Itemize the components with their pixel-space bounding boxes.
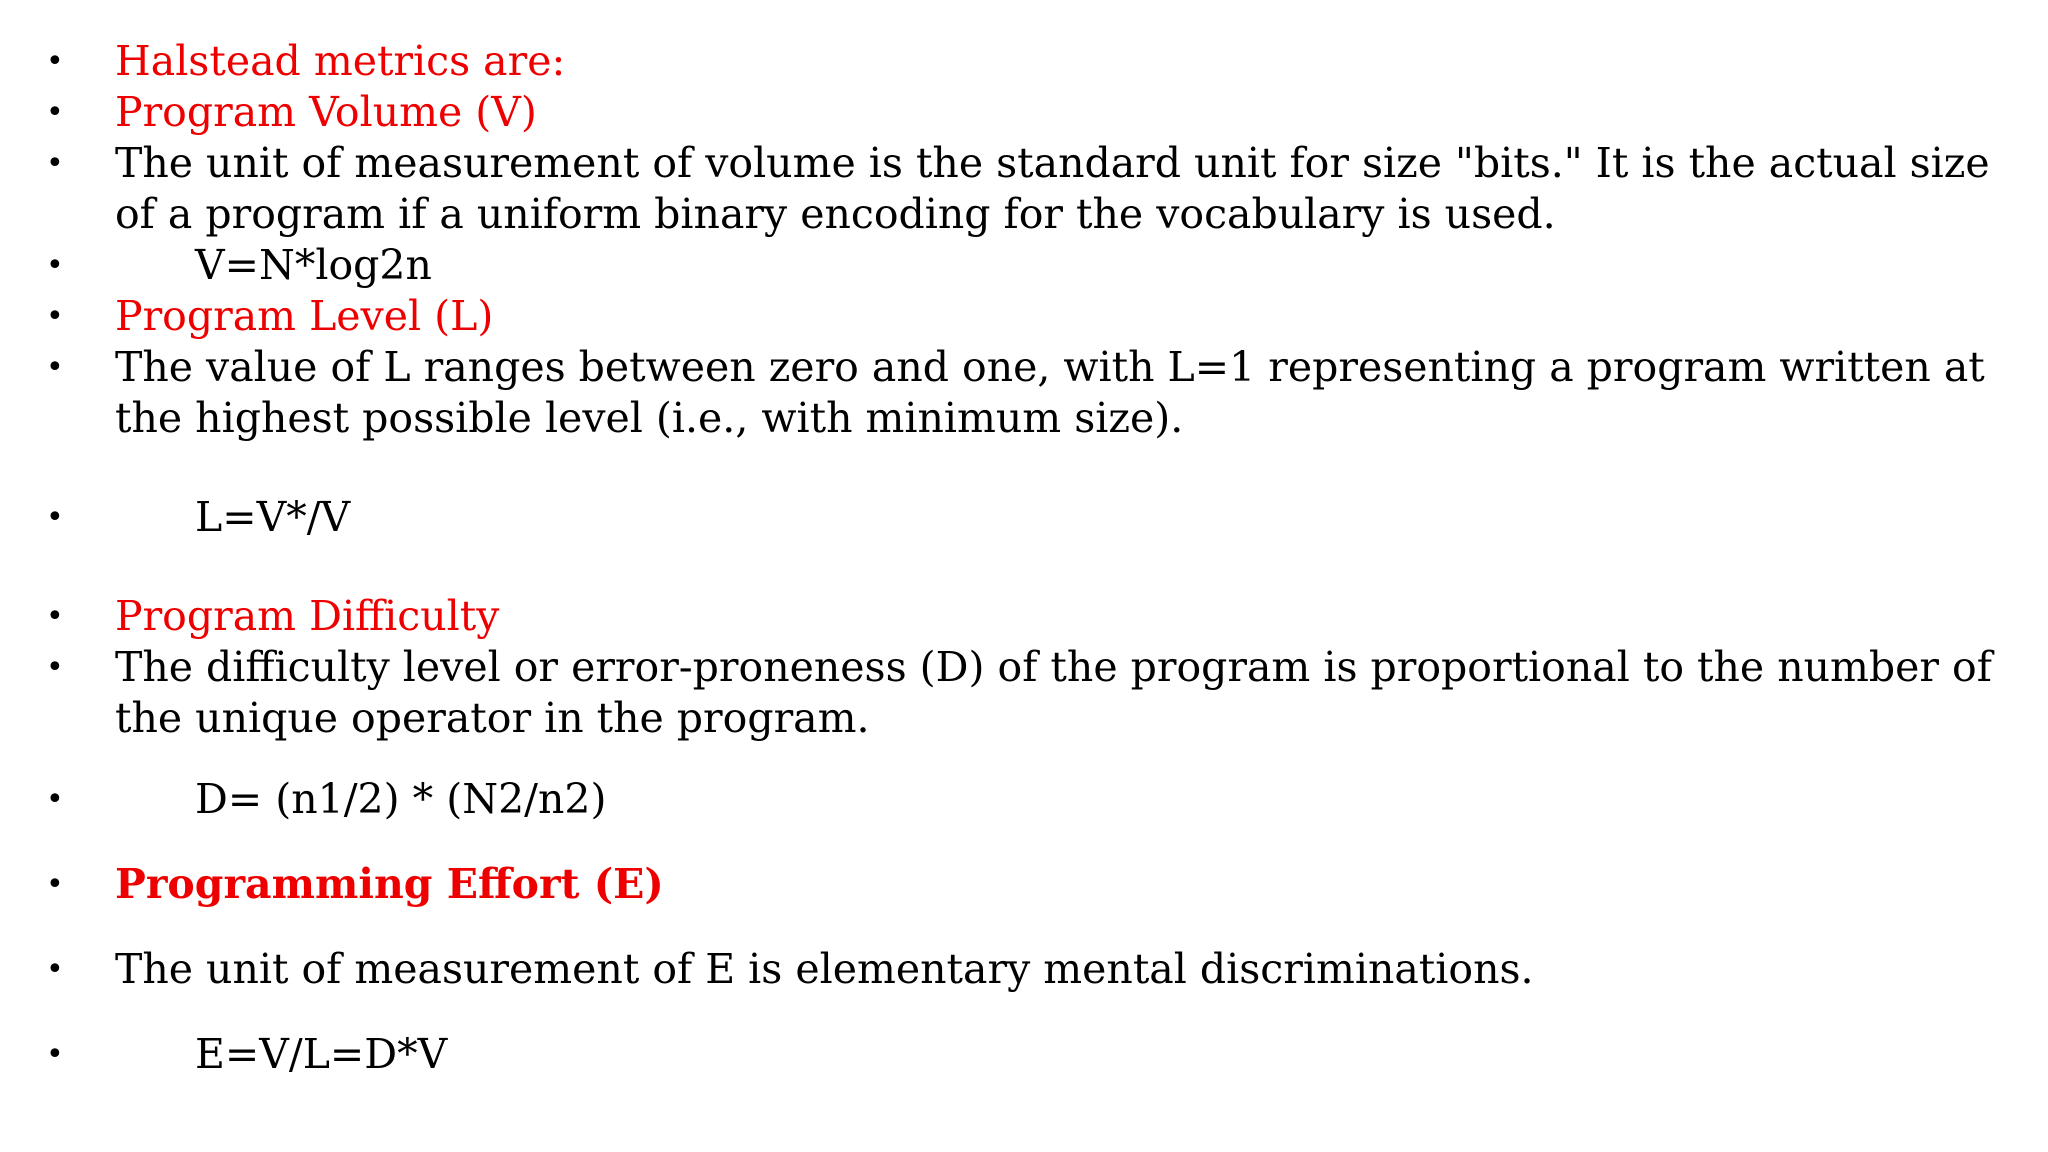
bullet-icon: • — [46, 146, 64, 181]
list-item-volume-formula — [46, 240, 2036, 291]
difficulty-formula: D= (n1/2) * (N2/n2) — [195, 775, 607, 823]
level-description: The value of L ranges between zero and one, with L=1 representing a program written at the highest possible level (i.e., with minimum size). — [115, 343, 1985, 442]
bullet-icon: • — [46, 95, 64, 130]
list-item-difficulty-formula — [46, 774, 2036, 825]
heading-programming-effort: Programming Effort (E) — [115, 860, 664, 908]
effort-description: The unit of measurement of E is elementary mental discriminations. — [115, 945, 1534, 993]
bullet-icon: • — [46, 650, 64, 685]
list-item-volume-heading — [46, 87, 2036, 138]
list-item-level-heading — [46, 291, 2036, 342]
bullet-icon: • — [46, 599, 64, 634]
list-item-level-description — [46, 342, 2036, 444]
list-item-halstead-intro — [46, 36, 2036, 87]
bullet-icon: • — [46, 1037, 64, 1072]
list-item-effort-description — [46, 944, 2036, 995]
bullet-icon: • — [46, 867, 64, 902]
list-item-effort-formula — [46, 1029, 2036, 1080]
heading-program-volume: Program Volume (V) — [115, 88, 537, 136]
heading-program-difficulty: Program Difficulty — [115, 592, 500, 640]
bullet-icon: • — [46, 350, 64, 385]
heading-program-level: Program Level (L) — [115, 292, 494, 340]
bullet-icon: • — [46, 782, 64, 817]
bullet-icon: • — [46, 500, 64, 535]
list-item-volume-description — [46, 138, 2036, 240]
volume-description: The unit of measurement of volume is the standard unit for size "bits." It is the actual size of a program if a uniform binary encoding for the vocabulary is used. — [115, 139, 1990, 238]
bullet-icon: • — [46, 44, 64, 79]
effort-formula: E=V/L=D*V — [195, 1030, 448, 1078]
heading-halstead-metrics: Halstead metrics are: — [115, 37, 566, 85]
bullet-icon: • — [46, 248, 64, 283]
list-item-level-formula — [46, 492, 2036, 543]
list-item-difficulty-heading — [46, 591, 2036, 642]
volume-formula: V=N*log2n — [195, 241, 432, 289]
bullet-icon: • — [46, 299, 64, 334]
difficulty-description: The difficulty level or error-proneness (D) of the program is proportional to the number of the unique operator in the program. — [115, 643, 1992, 742]
bullet-icon: • — [46, 952, 64, 987]
list-item-difficulty-description — [46, 642, 2036, 744]
level-formula: L=V*/V — [195, 493, 351, 541]
list-item-effort-heading — [46, 859, 2036, 910]
bullet-list — [46, 36, 2036, 1080]
